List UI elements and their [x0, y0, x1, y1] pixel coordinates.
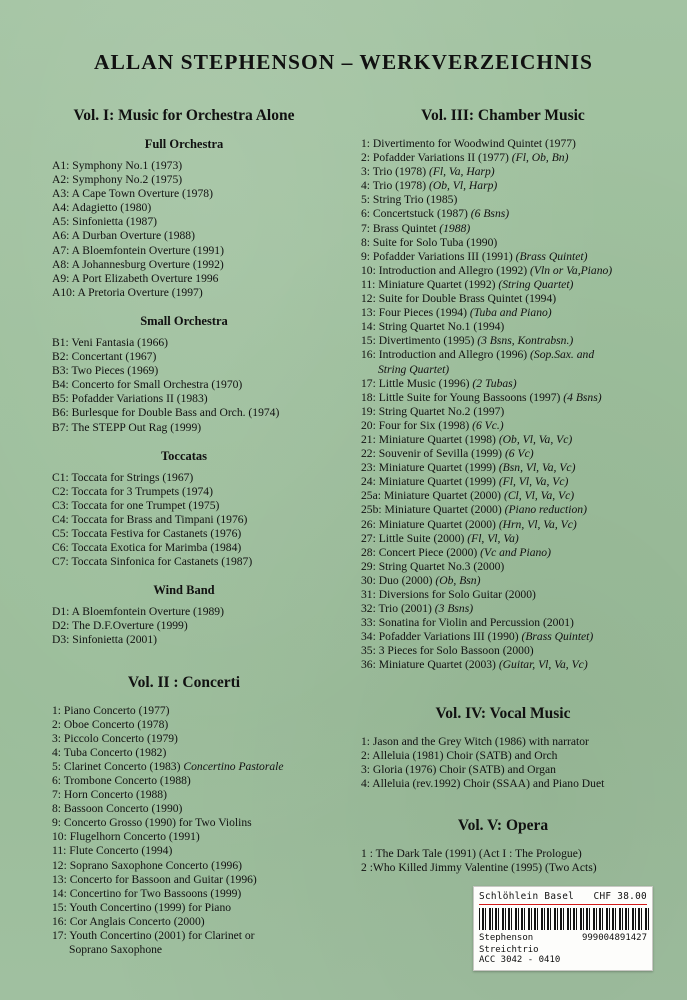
sticker-subject: Streichtrio: [479, 944, 539, 955]
list-item: 15: Youth Concertino (1999) for Piano: [52, 900, 232, 914]
list-item: 8: Bassoon Concerto (1990): [52, 802, 183, 816]
list-item: B4: Concerto for Small Orchestra (1970): [52, 378, 243, 392]
list-item: 20: Four for Six (1998) (6 Vc.): [361, 418, 504, 432]
list-item: C4: Toccata for Brass and Timpani (1976): [52, 512, 248, 526]
list-item: 14: String Quartet No.1 (1994): [361, 320, 505, 334]
vol3-heading: Vol. III: Chamber Music: [421, 107, 585, 124]
sticker-top-row: [479, 891, 647, 902]
list-item: 11: Miniature Quartet (1992) (String Quartet): [361, 277, 574, 291]
vol3-list: [353, 137, 653, 673]
sticker-red-rule: [479, 904, 647, 905]
list-item: 2: Oboe Concerto (1978): [52, 717, 169, 731]
list-item: B1: Veni Fantasia (1966): [52, 335, 169, 349]
right-column: [353, 101, 653, 889]
two-column-layout: [34, 101, 653, 971]
list-item: 9: Pofadder Variations III (1991) (Brass Quintet): [361, 249, 588, 263]
list-item: 17: Youth Concertino (2001) for Clarinet or Soprano Saxophone: [52, 929, 255, 957]
list-item: 23: Miniature Quartet (1999) (Bsn, Vl, Va, Vc): [361, 461, 576, 475]
vol1-section-3-subheading: Wind Band: [153, 583, 215, 598]
list-item: 31: Diversions for Solo Guitar (2000): [361, 588, 536, 601]
list-item: C1: Toccata for Strings (1967): [52, 470, 194, 484]
list-item: B2: Concertant (1967): [52, 350, 157, 364]
list-item: A10: A Pretoria Overture (1997): [52, 285, 203, 299]
list-item: 1 : The Dark Tale (1991) (Act I : The Prologue): [361, 846, 582, 860]
list-item: 13: Four Pieces (1994) (Tuba and Piano): [361, 306, 552, 320]
list-item: C7: Toccata Sinfonica for Castanets (1987): [52, 555, 253, 569]
list-item: 2 :Who Killed Jimmy Valentine (1995) (Two Acts): [361, 861, 597, 875]
list-item: 27: Little Suite (2000) (Fl, Vl, Va): [361, 531, 519, 545]
vol1-heading: Vol. I: Music for Orchestra Alone: [73, 107, 295, 124]
vol5-heading: Vol. V: Opera: [457, 816, 549, 834]
list-item: 18: Little Suite for Young Bassoons (1997) (4 Bsns): [361, 390, 602, 404]
vol4-heading: Vol. IV: Vocal Music: [435, 704, 571, 722]
sticker-shop-name: Schlöhlein Basel: [479, 891, 575, 902]
barcode-icon: [479, 908, 649, 930]
list-item: 10: Flugelhorn Concerto (1991): [52, 830, 200, 844]
vol1-section-3-list: [34, 605, 334, 647]
list-item: 11: Flute Concerto (1994): [52, 844, 173, 858]
list-item: 3: Trio (1978) (Fl, Va, Harp): [361, 165, 495, 179]
list-item: 1: Jason and the Grey Witch (1986) with narrator: [361, 734, 589, 748]
list-item: B6: Burlesque for Double Bass and Orch. (1974): [52, 406, 280, 420]
sticker-price: CHF 38.00: [593, 891, 647, 902]
list-item: 29: String Quartet No.3 (2000): [361, 559, 505, 573]
list-item: 1: Piano Concerto (1977): [52, 703, 170, 717]
list-item: 26: Miniature Quartet (2000) (Hrn, Vl, Va, Vc): [361, 517, 577, 531]
list-item: 16: Introduction and Allegro (1996) (Sop.Sax. and String Quartet): [361, 348, 595, 376]
vol2-heading: Vol. II : Concerti: [127, 673, 241, 691]
list-item: 35: 3 Pieces for Solo Bassoon (2000): [361, 644, 534, 658]
list-item: 22: Souvenir of Sevilla (1999) (6 Vc): [361, 447, 534, 461]
sticker-shelfmark: ACC 3042 - 0410: [479, 954, 561, 965]
list-item: C6: Toccata Exotica for Marimba (1984): [52, 541, 242, 555]
list-item: 6: Concertstuck (1987) (6 Bsns): [361, 207, 510, 221]
vol1-section-1-list: [34, 336, 334, 435]
list-item: 36: Miniature Quartet (2003) (Guitar, Vl, Va, Vc): [361, 658, 588, 672]
list-item: 32: Trio (2001) (3 Bsns): [361, 602, 474, 616]
list-item: 12: Suite for Double Brass Quintet (1994): [361, 292, 557, 306]
list-item: 4: Alleluia (rev.1992) Choir (SSAA) and Piano Duet: [361, 776, 605, 790]
list-item: 5: Clarinet Concerto (1983) Concertino Pastorale: [52, 759, 284, 773]
list-item: 17: Little Music (1996) (2 Tubas): [361, 376, 517, 390]
list-item: A2: Symphony No.2 (1975): [52, 173, 183, 187]
list-item: A3: A Cape Town Overture (1978): [52, 187, 213, 201]
list-item: C5: Toccata Festiva for Castanets (1976): [52, 526, 242, 540]
vol1-section-2-list: [34, 471, 334, 570]
list-item: D3: Sinfonietta (2001): [52, 633, 157, 647]
list-item: 13: Concerto for Bassoon and Guitar (1996): [52, 872, 257, 886]
list-item: 15: Divertimento (1995) (3 Bsns, Kontrabsn.): [361, 334, 574, 348]
list-item: A8: A Johannesburg Overture (1992): [52, 257, 224, 271]
list-item: 9: Concerto Grosso (1990) for Two Violins: [52, 816, 252, 830]
list-item: 6: Trombone Concerto (1988): [52, 774, 191, 787]
list-item: C2: Toccata for 3 Trumpets (1974): [52, 484, 213, 498]
vol1-section-1-subheading: Small Orchestra: [140, 313, 228, 328]
vol4-list: [353, 735, 653, 791]
list-item: 21: Miniature Quartet (1998) (Ob, Vl, Va, Vc): [361, 432, 573, 446]
list-item: 25b: Miniature Quartet (2000) (Piano reduction): [361, 503, 587, 517]
list-item: 19: String Quartet No.2 (1997): [361, 404, 505, 418]
vol2-list: [34, 704, 334, 958]
sticker-author: Stephenson: [479, 933, 534, 943]
page-title: ALLAN STEPHENSON – WERKVERZEICHNIS: [94, 50, 593, 74]
list-item: A1: Symphony No.1 (1973): [52, 159, 183, 172]
list-item: A4: Adagietto (1980): [52, 201, 152, 215]
list-item: 3: Piccolo Concerto (1979): [52, 731, 178, 745]
list-item: 25a: Miniature Quartet (2000) (Cl, Vl, Va, Vc): [361, 489, 575, 503]
list-item: 4: Trio (1978) (Ob, Vl, Harp): [361, 179, 498, 193]
list-item: C3: Toccata for one Trumpet (1975): [52, 498, 220, 512]
list-item: 2: Alleluia (1981) Choir (SATB) and Orch: [361, 748, 558, 762]
list-item: 5: String Trio (1985): [361, 193, 458, 207]
vol1-section-0-list: [34, 159, 334, 300]
list-item: 2: Pofadder Variations II (1977) (Fl, Ob, Bn): [361, 151, 569, 165]
sticker-meta-row: [479, 933, 647, 945]
list-item: 34: Pofadder Variations III (1990) (Brass Quintet): [361, 630, 594, 644]
list-item: 30: Duo (2000) (Ob, Bsn): [361, 573, 481, 587]
list-item: 3: Gloria (1976) Choir (SATB) and Organ: [361, 762, 556, 776]
list-item: 8: Suite for Solo Tuba (1990): [361, 235, 498, 249]
list-item: 12: Soprano Saxophone Concerto (1996): [52, 858, 242, 872]
list-item: B5: Pofadder Variations II (1983): [52, 392, 208, 406]
left-column: [34, 101, 334, 971]
list-item: 24: Miniature Quartet (1999) (Fl, Vl, Va, Vc): [361, 475, 569, 489]
list-item: 7: Brass Quintet (1988): [361, 221, 471, 235]
list-item: D2: The D.F.Overture (1999): [52, 619, 188, 633]
vol1-section-0-subheading: Full Orchestra: [144, 137, 224, 151]
list-item: 1: Divertimento for Woodwind Quintet (1977): [361, 137, 576, 150]
price-sticker: [473, 886, 653, 971]
list-item: 10: Introduction and Allegro (1992) (Vln or Va,Piano): [361, 263, 613, 277]
list-item: 33: Sonatina for Violin and Percussion (2001): [361, 616, 574, 630]
list-item: A5: Sinfonietta (1987): [52, 215, 157, 229]
list-item: 7: Horn Concerto (1988): [52, 788, 167, 802]
list-item: A6: A Durban Overture (1988): [52, 229, 195, 243]
list-item: A7: A Bloemfontein Overture (1991): [52, 243, 224, 257]
list-item: B7: The STEPP Out Rag (1999): [52, 420, 202, 434]
list-item: 4: Tuba Concerto (1982): [52, 745, 167, 759]
list-item: 16: Cor Anglais Concerto (2000): [52, 914, 205, 928]
vol5-list: [353, 847, 653, 875]
list-item: B3: Two Pieces (1969): [52, 364, 159, 378]
list-item: 14: Concertino for Two Bassoons (1999): [52, 886, 242, 900]
list-item: A9: A Port Elizabeth Overture 1996: [52, 271, 219, 285]
list-item: D1: A Bloemfontein Overture (1989): [52, 605, 224, 619]
list-item: 28: Concert Piece (2000) (Vc and Piano): [361, 545, 551, 559]
sticker-barcode-number: 999004891427: [581, 933, 647, 943]
vol1-section-2-subheading: Toccatas: [160, 448, 208, 463]
